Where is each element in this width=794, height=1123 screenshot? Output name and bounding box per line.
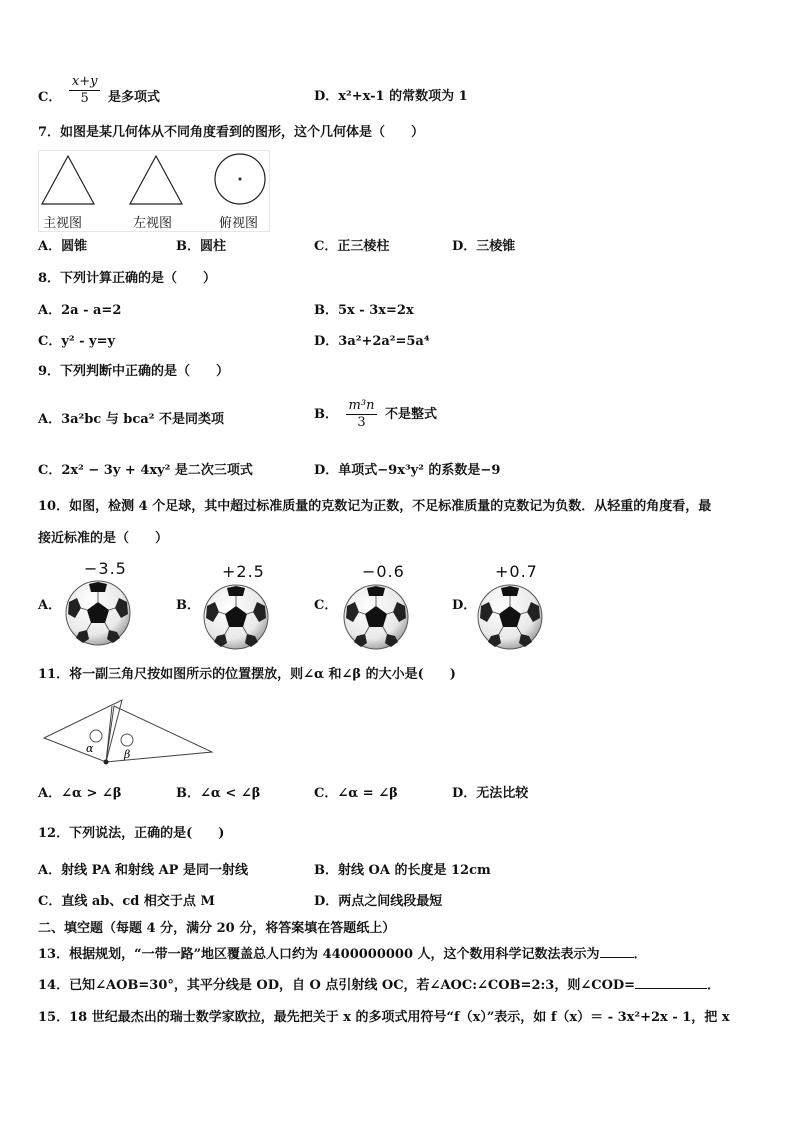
q11-option-b: B．∠α < ∠β [176,786,261,801]
ball-b-value: +2.5 [222,562,265,581]
ball-d-value: +0.7 [495,562,538,581]
q11-option-d: D．无法比较 [452,786,529,801]
q7-stem: 7．如图是某几何体从不同角度看到的图形，这个几何体是（ ） [38,125,425,140]
ball-c-value: −0.6 [362,562,405,581]
beta-label: β [124,748,131,761]
q14-text: 14．已知∠AOB=30°，其平分线是 OD，自 O 点引射线 OC，若∠AOC:∠COB=2:3，则∠COD= [38,978,636,993]
q9-fraction [346,398,378,431]
q9-option-d: D．单项式−9x³y² 的系数是−9 [314,463,501,478]
alpha-label: α [86,742,94,755]
alpha-arc [90,730,102,742]
q12-option-d: D．两点之间线段最短 [314,894,443,909]
q8-option-a: A．2a - a=2 [38,303,122,318]
left-view-triangle [130,156,182,204]
q6-fraction [69,74,101,107]
q9-fraction-denominator: 3 [357,415,366,430]
q11-option-a: A．∠α > ∠β [38,786,122,801]
q6-option-c [38,74,161,107]
vertex-point [104,760,109,765]
front-view-triangle [42,156,94,204]
q7-option-d: D．三棱锥 [452,239,516,254]
q7-option-a: A．圆锥 [38,239,88,254]
q9-option-a: A．3a²bc 与 bca² 不是同类项 [38,412,224,427]
q8-option-d: D．3a²+2a²=5a⁴ [314,334,430,349]
q8-option-c: C．y² - y=y [38,334,116,349]
q14 [38,977,720,995]
q9-option-b [314,398,437,431]
q6-c-label: C． [38,90,62,105]
q9-stem: 9．下列判断中正确的是（ ） [38,364,230,379]
top-view-label: 俯视图 [219,216,259,231]
q6-option-d: D．x²+x-1 的常数项为 1 [314,89,468,104]
left-view-label: 左视图 [133,216,173,231]
q13-end: ． [633,947,647,962]
q7-option-b: B．圆柱 [176,239,226,254]
q10-option-d: D． [452,598,477,613]
q10-option-b: B． [176,598,200,613]
q9-b-tail: 不是整式 [384,407,437,422]
q9-option-c: C．2x² − 3y + 4xy² 是二次三项式 [38,463,253,478]
q15-text: 15．18 世纪最杰出的瑞士数学家欧拉，最先把关于 x 的多项式用符号“f（x）”表示，如 f（x）＝ - 3x²+2x - 1，把 x [38,1010,730,1025]
section-heading: 二、填空题（每题 4 分，满分 20 分，将答案填在答题纸上） [38,921,396,936]
q10-option-c: C． [314,598,338,613]
q7-option-c: C．正三棱柱 [314,239,390,254]
q12-option-c: C．直线 ab、cd 相交于点 M [38,894,215,909]
q14-answer-blank[interactable] [635,988,707,989]
q6-c-tail: 是多项式 [108,90,161,105]
q11-stem: 11．将一副三角尺按如图所示的位置摆放，则∠α 和∠β 的大小是( ) [38,667,456,682]
soccer-ball-b [203,584,271,652]
q12-option-a: A．射线 PA 和射线 AP 是同一射线 [38,863,248,878]
q14-end: ． [707,978,721,993]
q8-stem: 8．下列计算正确的是（ ） [38,271,217,286]
beta-arc [121,734,133,746]
q13-text: 13．根据规划，“一带一路”地区覆盖总人口约为 4400000000 人，这个数用科学记数法表示为 [38,947,600,962]
triangle-right [106,706,212,762]
q13 [38,946,647,964]
q6-fraction-numerator: x+y [69,74,101,91]
q10-stem-line2: 接近标准的是（ ） [38,531,169,546]
q6-fraction-denominator: 5 [80,91,89,106]
soccer-ball-c [343,584,411,652]
q12-stem: 12．下列说法，正确的是( ) [38,826,225,841]
q9-b-label: B． [314,407,338,422]
q11-option-c: C．∠α = ∠β [314,786,398,801]
soccer-ball-d [477,584,545,652]
q9-fraction-numerator: m³n [346,398,378,415]
q10-option-a: A． [38,598,62,613]
ball-a-value: −3.5 [84,559,127,578]
top-view-center-dot [239,178,242,181]
soccer-ball-a [65,580,133,648]
q11-triangles-figure [40,696,216,768]
front-view-label: 主视图 [43,216,83,231]
q10-stem-line1: 10．如图，检测 4 个足球，其中超过标准质量的克数记为正数，不足标准质量的克数记为负数．从轻重的角度看，最 [38,499,712,514]
q13-answer-blank[interactable] [600,957,634,958]
q8-option-b: B．5x - 3x=2x [314,303,414,318]
q12-option-b: B．射线 OA 的长度是 12cm [314,863,491,878]
